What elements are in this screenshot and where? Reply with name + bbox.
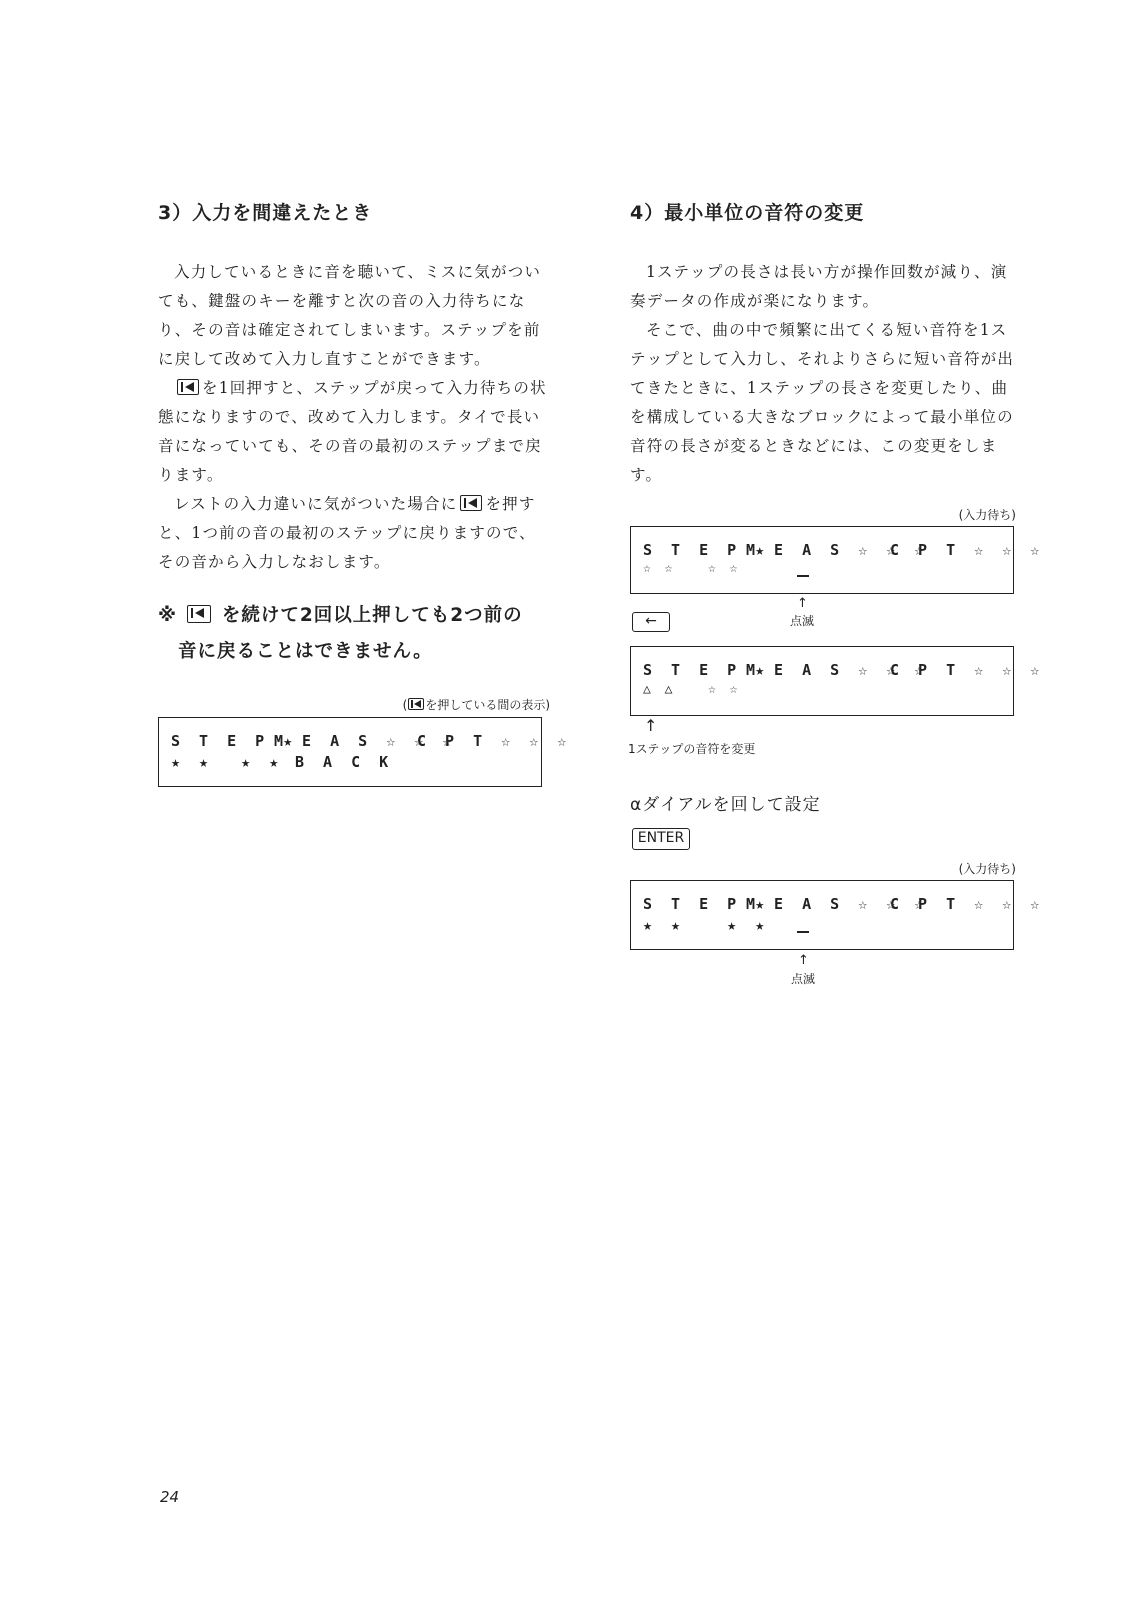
wait-caption-2: (入力待ち) (958, 862, 1016, 876)
lcd-step: S T E P ★ (643, 541, 770, 559)
step-back-key-icon (460, 495, 482, 511)
blink-label-1: 点滅 (790, 614, 815, 628)
caption-open-paren: ( (402, 698, 408, 712)
right-paragraph-1: 1ステップの長さは長い方が操作回数が減り、演奏データの作成が楽になります。 (630, 263, 1008, 310)
note-text-b: 音に戻ることはできません。 (178, 641, 433, 662)
blink-arrow-1: ↑ (797, 596, 808, 611)
lcd-step: S T E P ★ (643, 661, 770, 679)
lcd-note-values: △ △ ☆ ☆ (643, 682, 741, 697)
wait-caption-1: (入力待ち) (958, 508, 1016, 522)
lcd-meas: M E A S ☆ ☆ ☆ (274, 732, 457, 750)
step-back-key-icon (408, 698, 424, 710)
change-label: 1ステップの音符を変更 (628, 742, 756, 756)
step-back-key-icon (177, 379, 199, 395)
left-paragraph-3-text-a: レストの入力違いに気がついた場合に (174, 495, 458, 513)
blink-arrow-2: ↑ (798, 953, 809, 968)
lcd-values: ★ ★ ★ ★ (171, 753, 284, 771)
blink-cursor (797, 931, 809, 933)
step-display-3 (630, 880, 1045, 950)
lcd-step: S T E P ★ (643, 895, 770, 913)
note-text-a: を続けて2回以上押しても2つ前の (221, 605, 523, 626)
lcd-cpt: C P T ☆ ☆ ☆ (890, 895, 1045, 913)
lcd-meas: M E A S ☆ ☆ ☆ (746, 895, 929, 913)
step-back-key-icon (187, 605, 211, 623)
left-paragraph-2 (158, 374, 548, 490)
left-paragraph-2-text: を1回押すと、ステップが戻って入力待ちの状態になりますので、改めて入力します。タイで長い音になっていても、その音の最初のステップまで戻ります。 (158, 379, 547, 484)
left-paragraph-3-text-b: を押すと、1つ前の音の最初のステップに戻りますので、その音から入力しなおします。 (158, 495, 536, 571)
lcd-note-values: ★ ★ ★ ★ (643, 916, 770, 934)
step-display-2 (630, 646, 1045, 716)
blink-cursor (797, 575, 809, 577)
left-arrow-key: ← (632, 612, 670, 632)
lcd-note-values: ☆ ☆ ☆ ☆ (643, 561, 741, 576)
page-number: 24 (160, 1488, 180, 1506)
lcd-cpt: C P T ☆ ☆ ☆ (890, 661, 1045, 679)
lcd-meas: M E A S ☆ ☆ ☆ (746, 541, 929, 559)
section-3-heading: 3）入力を間違えたとき (158, 202, 373, 224)
back-display (158, 717, 572, 787)
blink-label-2: 点滅 (791, 972, 816, 986)
alpha-dial-instruction: αダイアルを回して設定 (630, 795, 821, 815)
caption-text: を押している間の表示) (425, 698, 550, 712)
note-warning (158, 598, 558, 670)
lcd-back-text: B A C K (295, 753, 394, 771)
right-paragraph-2: そこで、曲の中で頻繁に出てくる短い音符を1ステップとして入力し、それよりさらに短い音符が出てきたときに、1ステップの長さを変更したり、曲を構成している大きなブロックによって最小単位の音符の長さが変るときなどには、この変更をします。 (630, 321, 1015, 484)
section-4-heading: 4）最小単位の音符の変更 (630, 202, 865, 224)
lcd-step: S T E P ★ (171, 732, 298, 750)
left-paragraph-3 (158, 490, 548, 577)
lcd-cpt: C P T ☆ ☆ ☆ (890, 541, 1045, 559)
step-display-1 (630, 526, 1045, 594)
left-paragraph-1: 入力しているときに音を聴いて、ミスに気がついても、鍵盤のキーを離すと次の音の入力待ちになり、その音は確定されてしまいます。ステップを前に戻して改めて入力し直すことができます。 (158, 263, 542, 368)
back-display-caption (403, 696, 550, 713)
change-arrow: ↑ (644, 716, 658, 735)
enter-key: ENTER (632, 828, 690, 850)
lcd-meas: M E A S ☆ ☆ ☆ (746, 661, 929, 679)
note-mark: ※ (158, 605, 177, 626)
lcd-cpt: C P T ☆ ☆ ☆ (417, 732, 572, 750)
